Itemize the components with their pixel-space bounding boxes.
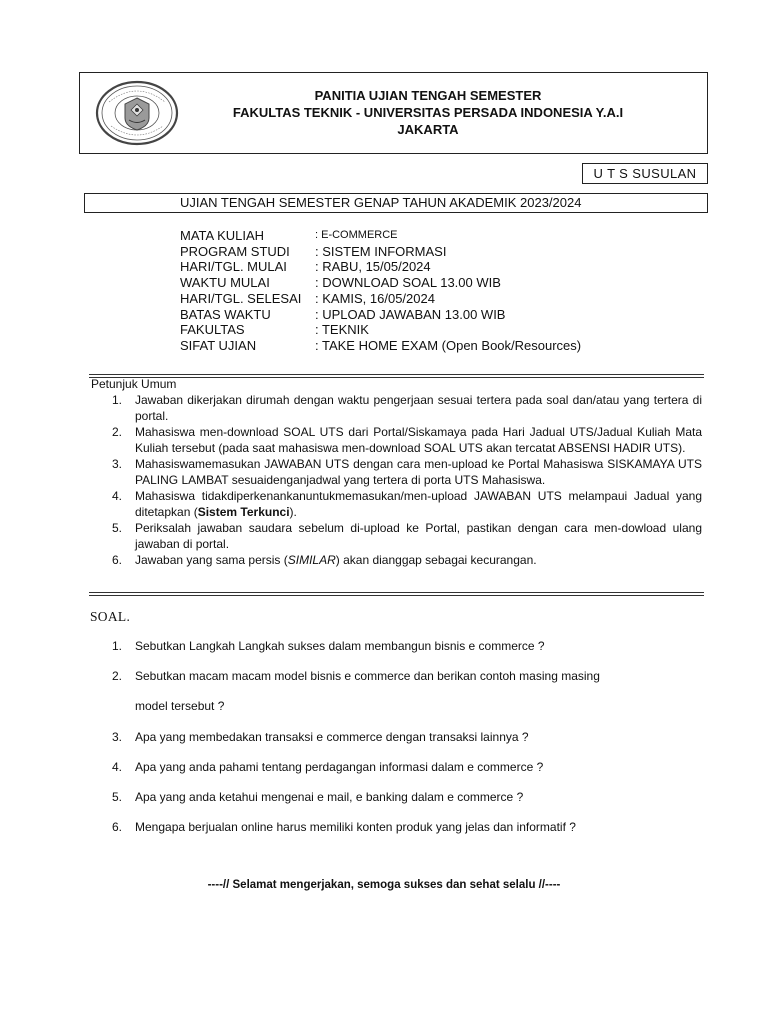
instruction-number: 4.: [112, 489, 123, 503]
question-item: [112, 789, 523, 805]
instruction-number: 2.: [112, 425, 123, 439]
exam-info-table: [180, 228, 581, 354]
instruction-item: [112, 552, 702, 568]
closing-message: ----// Selamat mengerjakan, semoga sukses dan sehat selalu //----: [207, 879, 561, 891]
instruction-text: Periksalah jawaban saudara sebelum di-upload ke Portal, pastikan dengan cara men-dowload ulang jawaban di portal.: [135, 521, 702, 551]
info-label: HARI/TGL. SELESAI: [180, 290, 302, 306]
question-item: [112, 759, 543, 775]
questions-title: SOAL.: [90, 609, 131, 624]
info-label: SIFAT UJIAN: [180, 337, 257, 353]
instruction-text: Mahasiswa men-download SOAL UTS dari Portal/Siskamaya pada Hari Jadual UTS/Jadual Kuliah Mata Kuliah tersebut (pada saat mahasiswa men-download SOAL UTS akan tercatat ABSENSI HADIR UTS).: [135, 425, 702, 455]
info-row: [180, 228, 581, 244]
info-label: FAKULTAS: [180, 322, 245, 338]
info-row: [180, 338, 581, 354]
instruction-item: [112, 392, 702, 424]
instruction-text: Jawaban yang sama persis (: [135, 553, 288, 567]
info-label: PROGRAM STUDI: [180, 243, 290, 259]
question-number: 1.: [112, 639, 123, 653]
info-row: [180, 307, 581, 323]
header-line-committee: PANITIA UJIAN TENGAH SEMESTER: [314, 88, 542, 103]
question-text: Apa yang anda pahami tentang perdagangan informasi dalam e commerce ?: [135, 760, 544, 774]
divider-bottom: [89, 592, 704, 596]
header-line-city: JAKARTA: [397, 122, 459, 137]
header-line-faculty: FAKULTAS TEKNIK - UNIVERSITAS PERSADA INDONESIA Y.A.I: [232, 105, 624, 120]
info-row: [180, 259, 581, 275]
header-title-block: [190, 87, 666, 138]
info-label: BATAS WAKTU: [180, 306, 271, 322]
info-value: : TAKE HOME EXAM (Open Book/Resources): [315, 337, 582, 353]
instruction-bold-text: Sistem Terkunci: [197, 505, 290, 519]
instruction-number: 5.: [112, 521, 123, 535]
question-number: 5.: [112, 790, 123, 804]
instruction-item: [112, 520, 702, 552]
university-logo: [95, 80, 179, 146]
question-item: [112, 729, 529, 745]
instructions-title: Petunjuk Umum: [91, 377, 177, 391]
question-text: Mengapa berjualan online harus memiliki konten produk yang jelas dan informatif ?: [135, 820, 576, 834]
instruction-text: Jawaban dikerjakan dirumah dengan waktu pengerjaan sesuai tertera pada soal dan/atau yang tertera di portal.: [135, 393, 702, 423]
info-value: : E-COMMERCE: [315, 229, 398, 241]
question-item: [112, 819, 576, 835]
info-value: : SISTEM INFORMASI: [315, 243, 447, 259]
info-value: : UPLOAD JAWABAN 13.00 WIB: [315, 306, 506, 322]
instruction-item: [112, 488, 702, 520]
info-label: WAKTU MULAI: [180, 275, 270, 291]
info-label: MATA KULIAH: [180, 228, 265, 243]
info-row: [180, 322, 581, 338]
info-row: [180, 244, 581, 260]
info-row: [180, 291, 581, 307]
info-value: : RABU, 15/05/2024: [315, 259, 431, 275]
instruction-text-end: ).: [289, 505, 297, 519]
instructions-list: [112, 392, 702, 568]
divider-top: [89, 374, 704, 378]
question-item: [112, 668, 600, 684]
instruction-number: 1.: [112, 393, 123, 407]
instruction-text-end: ) akan dianggap sebagai kecurangan.: [335, 553, 537, 567]
instruction-text: Mahasiswamemasukan JAWABAN UTS dengan cara men-upload ke Portal Mahasiswa SISKAMAYA UTS PALING LAMBAT sesuaidenganjadwal yang tertera di porta UTS Mahasiswa.: [135, 457, 702, 487]
exam-title: UJIAN TENGAH SEMESTER GENAP TAHUN AKADEMIK 2023/2024: [84, 193, 708, 213]
question-number: 2.: [112, 669, 123, 683]
question-number: 6.: [112, 820, 123, 834]
info-value: : KAMIS, 16/05/2024: [315, 290, 435, 306]
instruction-item: [112, 424, 702, 456]
instruction-text: Mahasiswa tidakdiperkenankanuntukmemasukan/men-upload JAWABAN UTS melampaui Jadual yang ditetapkan (: [135, 489, 702, 519]
info-value: : TEKNIK: [315, 322, 369, 338]
instruction-italic-text: SIMILAR: [287, 553, 336, 567]
info-row: [180, 275, 581, 291]
question-number: 4.: [112, 760, 123, 774]
question-number: 3.: [112, 730, 123, 744]
question-text: Sebutkan macam macam model bisnis e commerce dan berikan contoh masing masing: [135, 669, 600, 683]
instruction-number: 6.: [112, 553, 123, 567]
question-text: Sebutkan Langkah Langkah sukses dalam membangun bisnis e commerce ?: [135, 639, 545, 653]
instruction-number: 3.: [112, 457, 123, 471]
info-label: HARI/TGL. MULAI: [180, 259, 287, 275]
uts-susulan-badge: U T S SUSULAN: [582, 163, 708, 184]
instruction-item: [112, 456, 702, 488]
question-text: Apa yang membedakan transaksi e commerce dengan transaksi lainnya ?: [135, 730, 529, 744]
question-continuation: model tersebut ?: [135, 699, 225, 713]
info-value: : DOWNLOAD SOAL 13.00 WIB: [315, 275, 501, 291]
question-text: Apa yang anda ketahui mengenai e mail, e banking dalam e commerce ?: [135, 790, 524, 804]
question-item: [112, 638, 545, 654]
